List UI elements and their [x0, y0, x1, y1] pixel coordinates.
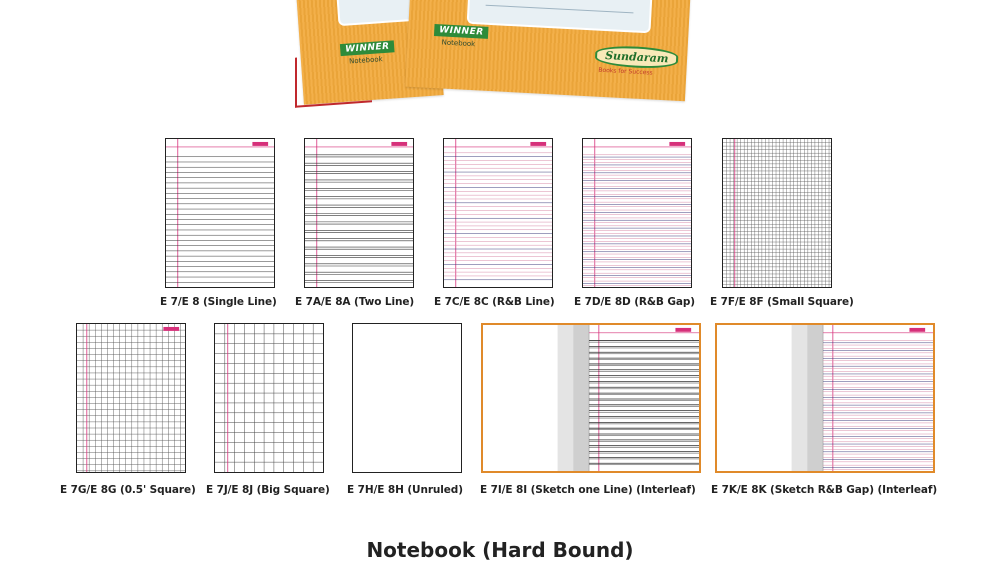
variant-caption: E 7C/E 8C (R&B Line) [434, 296, 555, 308]
sundaram-tagline: Books for Success [598, 66, 653, 77]
variant-caption: E 7J/E 8J (Big Square) [206, 484, 330, 496]
interleaf-shade [573, 325, 589, 471]
cover-label-box [467, 0, 653, 33]
brand-mark-icon [669, 142, 685, 146]
variant-caption: E 7/E 8 (Single Line) [160, 296, 277, 308]
brand-mark-icon [252, 142, 268, 146]
page-sample-sketch-one-line [481, 323, 701, 473]
variant-caption: E 7G/E 8G (0.5' Square) [60, 484, 196, 496]
cover-subtitle: Notebook [441, 38, 476, 49]
variant-caption: E 7A/E 8A (Two Line) [295, 296, 415, 308]
brand-mark-icon [391, 142, 407, 146]
sundaram-logo: Sundaram [595, 45, 679, 70]
page-title: Notebook (Hard Bound) [366, 538, 634, 562]
brand-mark-icon [163, 327, 179, 331]
page-sample-rb-line [443, 138, 553, 288]
page-sample-big-square [214, 323, 324, 473]
variant-caption: E 7F/E 8F (Small Square) [710, 296, 854, 308]
page-sample-sketch-rb-gap [715, 323, 935, 473]
page-sample-two-line [304, 138, 414, 288]
page-sample-half-square [76, 323, 186, 473]
variant-caption: E 7K/E 8K (Sketch R&B Gap) (Interleaf) [711, 484, 938, 496]
variant-caption: E 7H/E 8H (Unruled) [347, 484, 463, 496]
winner-logo: WINNER [340, 40, 395, 56]
winner-logo: WINNER [434, 24, 489, 39]
notebook-cover-right [405, 0, 690, 101]
brand-mark-icon [530, 142, 546, 146]
page-sample-small-square [722, 138, 832, 288]
page-sample-rb-gap [582, 138, 692, 288]
brand-mark-icon [675, 328, 691, 332]
page-sample-unruled [352, 323, 462, 473]
brand-mark-icon [909, 328, 925, 332]
variant-caption: E 7D/E 8D (R&B Gap) [574, 296, 696, 308]
cover-subtitle: Notebook [348, 55, 383, 66]
page-sample-single-line [165, 138, 275, 288]
red-corner-decoration [295, 52, 372, 107]
cover-label-line [486, 5, 634, 14]
interleaf-shade [807, 325, 823, 471]
variant-caption: E 7I/E 8I (Sketch one Line) (Interleaf) [480, 484, 696, 496]
